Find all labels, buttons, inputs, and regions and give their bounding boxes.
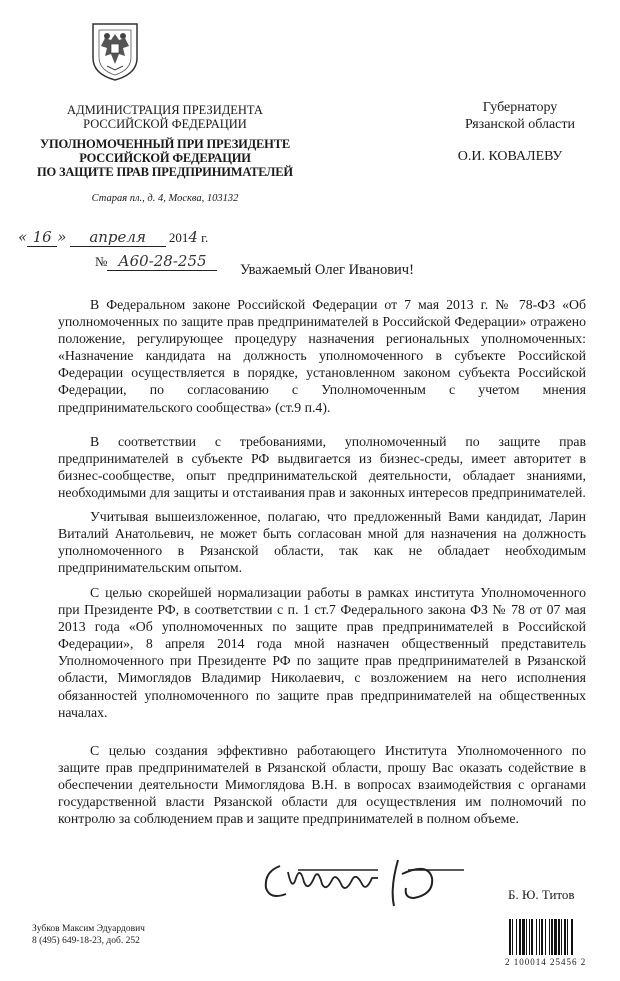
barcode-bar	[571, 919, 573, 955]
recipient-line2: Рязанской области	[464, 117, 576, 132]
barcode-bar	[516, 919, 517, 955]
handwritten-signature	[258, 848, 468, 918]
recipient-title	[420, 99, 620, 133]
paragraph-4: С целью скорейшей нормализации работы в рамках института Уполномоченного при Президенте РФ, в соответствии с п. 1 ст.7 Федерального закона ФЗ № 78 от 07 мая 2013 года «Об уполномоченных по защите прав предпринимателей в Российской Федерации», 8 апреля 2014 года мной назначен общественный представитель Уполномоченного при Президенте РФ по защите прав предпринимателей в Рязанской области, Мимоглядов Владимир Николаевич, с возложением на него исполнения обязанностей уполномоченного по защите прав предпринимателей на общественных началах.	[58, 585, 586, 720]
paragraph-1: В Федеральном законе Российской Федерации от 7 мая 2013 г. № 78-ФЗ «Об уполномоченных по защите прав предпринимателей в Российской Федерации» отражено положение, регулирующее процедуру назначения региональных уполномоченных: «Назначение кандидата на должность уполномоченного в субъекте Российской Федерации осуществляется в порядке, установленном законом субъекта Российской Федерации, по согласованию с Уполномоченным с учетом мнения предпринимательского сообщества» (ст.9 п.4).	[58, 297, 586, 415]
barcode-bar	[519, 919, 521, 955]
barcode	[507, 917, 607, 957]
paragraph-5: С целью создания эффективно работающего Института Уполномоченного по защите прав предпринимателей в Рязанской области, прошу Вас оказать содействие в обеспечении деятельности Мимоглядова В.Н. в вопросах взаимодействия с органами государственной власти Рязанской области для осуществления им полномочий по контролю за соблюдением прав и защите предпринимателей в полном объеме.	[58, 743, 586, 827]
executor-phone: 8 (495) 649-18-23, доб. 252	[32, 936, 140, 946]
barcode-bar	[529, 919, 530, 955]
barcode-bar	[561, 919, 562, 955]
barcode-bar	[531, 919, 533, 955]
barcode-number: 2 100014 25456 2	[505, 957, 587, 967]
coat-of-arms-icon	[85, 20, 145, 82]
recipient-line1: Губернатору	[482, 100, 558, 115]
barcode-bar	[536, 919, 537, 955]
org-line2: РОССИЙСКОЙ ФЕДЕРАЦИИ	[83, 117, 247, 131]
dept-line1: УПОЛНОМОЧЕННЫЙ ПРИ ПРЕЗИДЕНТЕ	[40, 137, 290, 151]
dept-line3: ПО ЗАЩИТЕ ПРАВ ПРЕДПРИНИМАТЕЛЕЙ	[37, 165, 293, 179]
barcode-bar	[549, 919, 550, 955]
letter-date: « 16 » апреля 2014 г.	[18, 228, 209, 246]
executor-name: Зубков Максим Эдуардович	[32, 924, 145, 934]
org-address: Старая пл., д. 4, Москва, 103132	[91, 193, 239, 204]
dept-name	[0, 137, 330, 179]
recipient-name: О.И. КОВАЛЕВУ	[457, 149, 563, 164]
date-day: 16	[27, 228, 57, 247]
barcode-bar	[558, 919, 560, 955]
barcode-bar	[551, 919, 553, 955]
org-line1: АДМИНИСТРАЦИЯ ПРЕЗИДЕНТА	[67, 103, 263, 117]
paragraph-3: Учитывая вышеизложенное, полагаю, что предложенный Вами кандидат, Ларин Виталий Анатольевич, не может быть согласован мной для назначения на должность уполномоченного в Рязанской области, так как не обладает необходимым предпринимательским опытом.	[58, 509, 586, 576]
number-value: А60-28-255	[107, 252, 217, 271]
salutation: Уважаемый Олег Иванович!	[240, 262, 414, 278]
barcode-bar	[567, 919, 568, 955]
barcode-bar	[545, 919, 546, 955]
barcode-bar	[541, 919, 543, 955]
date-month: апреля	[70, 228, 166, 247]
barcode-bar	[554, 919, 557, 955]
barcode-bar	[539, 919, 540, 955]
org-name	[0, 103, 330, 131]
barcode-bar	[564, 919, 566, 955]
letter-number: № А60-28-255	[95, 252, 217, 271]
barcode-bar	[509, 919, 511, 955]
barcode-bar	[526, 919, 527, 955]
signer-name: Б. Ю. Титов	[508, 887, 575, 902]
barcode-bar	[522, 919, 525, 955]
dept-line2: РОССИЙСКОЙ ФЕДЕРАЦИИ	[79, 151, 251, 165]
paragraph-2: В соответствии с требованиями, уполномоченный по защите прав предпринимателей в субъекте РФ выдвигается из бизнес-среды, имеет авторитет в бизнес-сообществе, опыт предпринимательской деятельности, обладает знаниями, необходимыми для защиты и отстаивания прав и законных интересов предпринимателей.	[58, 434, 586, 501]
barcode-bar	[512, 919, 513, 955]
